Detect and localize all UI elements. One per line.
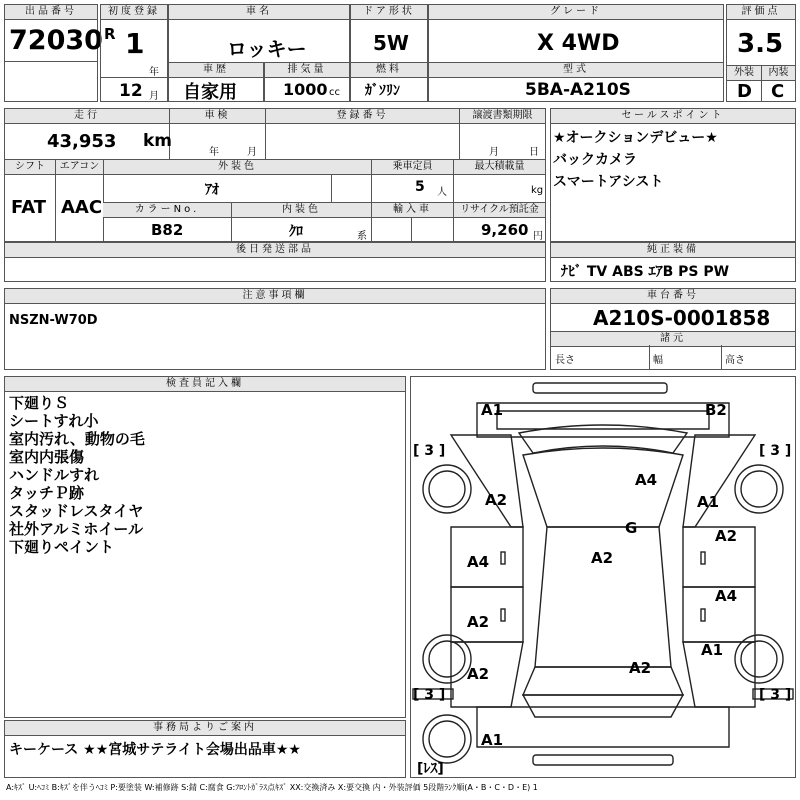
legend: A:ｷｽﾞ U:ﾍｺﾐ B:ｷｽﾞを伴うﾍｺﾐ P:要塗装 W:補修跡 S:錆 C:腐食 G:ﾌﾛﾝﾄｶﾞﾗｽ点ｷｽﾞ XX:交換済み X:要交換 内・外装評価 5段階ﾗﾝｸ順(A・B・C・D・E) 1 bbox=[6, 783, 538, 792]
notes-box bbox=[4, 288, 546, 370]
capacity-label: 乗車定員 bbox=[371, 160, 453, 175]
inspection-label: 車検 bbox=[169, 109, 265, 124]
interior-color-label: 内装色 bbox=[231, 203, 371, 218]
history-label: 車歴 bbox=[169, 63, 263, 78]
inspector-note-item: シートすれ小 bbox=[9, 412, 99, 430]
genuine-equipment-label: 純正装備 bbox=[551, 243, 795, 258]
model-code-box bbox=[428, 62, 724, 102]
color-number-label: カラーNo. bbox=[103, 203, 231, 218]
chassis-label: 車台番号 bbox=[551, 289, 795, 304]
damage-mark: A2 bbox=[467, 613, 490, 631]
grade: X 4WD bbox=[537, 31, 620, 56]
genuine-equipment: ﾅﾋﾞ TV ABS ｴｱB PS PW bbox=[561, 264, 730, 280]
door-type: 5W bbox=[373, 31, 409, 55]
interior-label: 内装 bbox=[761, 66, 795, 81]
history-box bbox=[168, 62, 264, 102]
capacity: 5 bbox=[415, 179, 425, 195]
model-code: 5BA-A210S bbox=[525, 80, 631, 100]
car-diagram bbox=[411, 377, 795, 777]
first-registration-box bbox=[100, 4, 168, 102]
inspector-notes-box bbox=[4, 376, 406, 718]
transfer-day-unit: 日 bbox=[529, 147, 539, 158]
registration-month: 12 bbox=[119, 81, 143, 101]
interior-color-suffix: 系 bbox=[357, 231, 367, 242]
inspector-note-item: 社外アルミホイール bbox=[9, 520, 144, 538]
transfer-deadline-label: 譲渡書類期限 bbox=[459, 109, 545, 124]
interior-color: ｸﾛ bbox=[289, 224, 303, 240]
exterior-color-label: 外装色 bbox=[103, 160, 371, 175]
damage-mark: A2 bbox=[485, 491, 508, 509]
damage-mark: A1 bbox=[481, 401, 504, 419]
recycle-fee: 9,260 bbox=[481, 221, 529, 239]
displacement-unit: cc bbox=[329, 87, 340, 98]
sales-point-item: バックカメラ bbox=[553, 152, 637, 168]
dimensions-label: 諸元 bbox=[551, 331, 795, 347]
first-registration-label: 初度登録 bbox=[101, 5, 167, 20]
damage-mark: A4 bbox=[635, 471, 658, 489]
office-notice-box bbox=[4, 720, 406, 778]
month-unit: 月 bbox=[149, 91, 159, 102]
tire-grade: [ 3 ] bbox=[413, 443, 446, 459]
displacement-label: 排気量 bbox=[265, 63, 349, 78]
office-notice: キーケース ★★宮城サテライト会場出品車★★ bbox=[9, 742, 301, 758]
transfer-month-unit: 月 bbox=[489, 147, 499, 158]
inspector-notes-label: 検査員記入欄 bbox=[5, 377, 405, 392]
year-unit: 年 bbox=[149, 67, 159, 78]
height-label: 高さ bbox=[725, 355, 745, 366]
damage-mark: A2 bbox=[467, 665, 490, 683]
history: 自家用 bbox=[183, 82, 237, 103]
damage-mark: A1 bbox=[701, 641, 724, 659]
registration-year: 1 bbox=[125, 27, 145, 60]
inspector-note-item: ハンドルすれ bbox=[9, 466, 100, 484]
score: 3.5 bbox=[737, 29, 784, 59]
recycle-fee-label: リサイクル預託金 bbox=[453, 203, 545, 218]
damage-mark: A1 bbox=[697, 493, 720, 511]
shift: FAT bbox=[11, 197, 47, 218]
lot-number-label: 出品番号 bbox=[5, 5, 97, 20]
tire-grade: [ 3 ] bbox=[413, 687, 446, 703]
fuel-box bbox=[350, 62, 428, 102]
inspector-note-item: タッチＰ跡 bbox=[9, 484, 85, 502]
inspector-note-item: 室内汚れ、動物の毛 bbox=[9, 430, 145, 448]
shift-label: シフト bbox=[5, 160, 55, 175]
later-parts-label: 後日発送部品 bbox=[5, 243, 545, 258]
import-label: 輸入車 bbox=[371, 203, 453, 218]
inspector-note-item: 下廻りペイント bbox=[9, 538, 115, 556]
length-label: 長さ bbox=[555, 355, 575, 366]
score-box bbox=[726, 4, 796, 102]
chassis-box bbox=[550, 288, 796, 370]
sales-points-label: セールスポイント bbox=[551, 109, 795, 124]
max-load-unit: kg bbox=[531, 185, 544, 196]
model-code-label: 型式 bbox=[429, 63, 723, 78]
mileage-unit: km bbox=[143, 131, 173, 151]
lot-number: 72030 bbox=[9, 25, 103, 56]
damage-mark: G bbox=[625, 519, 638, 537]
exterior-label: 外装 bbox=[727, 66, 761, 81]
damage-diagram-box bbox=[410, 376, 796, 778]
aircon: AAC bbox=[61, 197, 103, 218]
damage-mark: A2 bbox=[629, 659, 652, 677]
later-parts-box bbox=[4, 242, 546, 282]
score-label: 評価点 bbox=[727, 5, 795, 20]
sales-point-item: スマートアシスト bbox=[553, 174, 664, 190]
grade-label: グレード bbox=[429, 5, 723, 20]
width-label: 幅 bbox=[653, 355, 663, 366]
color-number: B82 bbox=[151, 221, 184, 239]
sales-point-item: ★オークションデビュー★ bbox=[553, 130, 718, 146]
tire-grade: [ 3 ] bbox=[759, 443, 792, 459]
max-load-label: 最大積載量 bbox=[453, 160, 545, 175]
notes: NSZN-W70D bbox=[9, 313, 98, 328]
fuel: ｶﾞｿﾘﾝ bbox=[365, 83, 400, 99]
car-name-label: 車名 bbox=[169, 5, 349, 20]
inspector-note-item: 下廻りＳ bbox=[9, 394, 70, 412]
notes-label: 注意事項欄 bbox=[5, 289, 545, 304]
era: R bbox=[104, 25, 116, 43]
capacity-unit: 人 bbox=[437, 187, 447, 198]
damage-mark: A4 bbox=[715, 587, 738, 605]
genuine-equipment-box bbox=[550, 242, 796, 282]
aircon-label: エアコン bbox=[55, 160, 103, 175]
displacement: 1000 bbox=[283, 80, 328, 99]
registration-number-label: 登録番号 bbox=[265, 109, 459, 124]
mileage: 43,953 bbox=[47, 131, 117, 152]
inspector-note-item: スタッドレスタイヤ bbox=[9, 502, 144, 520]
door-box bbox=[350, 4, 428, 64]
grade-box bbox=[428, 4, 724, 64]
damage-mark: B2 bbox=[705, 401, 727, 419]
lot-number-box bbox=[4, 4, 103, 102]
sales-points-box bbox=[550, 108, 796, 242]
office-notice-label: 事務局よりご案内 bbox=[5, 721, 405, 736]
mileage-label: 走行 bbox=[5, 109, 169, 124]
car-name: ロッキー bbox=[227, 37, 307, 61]
damage-mark: A2 bbox=[591, 549, 614, 567]
damage-mark: A1 bbox=[481, 731, 504, 749]
door-label: ドア形状 bbox=[351, 5, 427, 20]
inspection-year-unit: 年 bbox=[209, 147, 219, 158]
spare-tire-mark: [ﾚｽ] bbox=[417, 761, 444, 777]
spec-block bbox=[4, 108, 546, 242]
fuel-label: 燃料 bbox=[351, 63, 427, 78]
inspector-note-item: 室内内張傷 bbox=[9, 448, 85, 466]
exterior-grade: D bbox=[737, 81, 752, 102]
damage-mark: A2 bbox=[715, 527, 738, 545]
tire-grade: [ 3 ] bbox=[759, 687, 792, 703]
chassis-number: A210S-0001858 bbox=[593, 306, 771, 330]
interior-grade: C bbox=[771, 81, 785, 102]
inspection-month-unit: 月 bbox=[247, 147, 257, 158]
exterior-color: ｱｵ bbox=[205, 182, 219, 198]
displacement-box bbox=[264, 62, 350, 102]
damage-mark: A4 bbox=[467, 553, 490, 571]
recycle-fee-unit: 円 bbox=[533, 231, 543, 242]
